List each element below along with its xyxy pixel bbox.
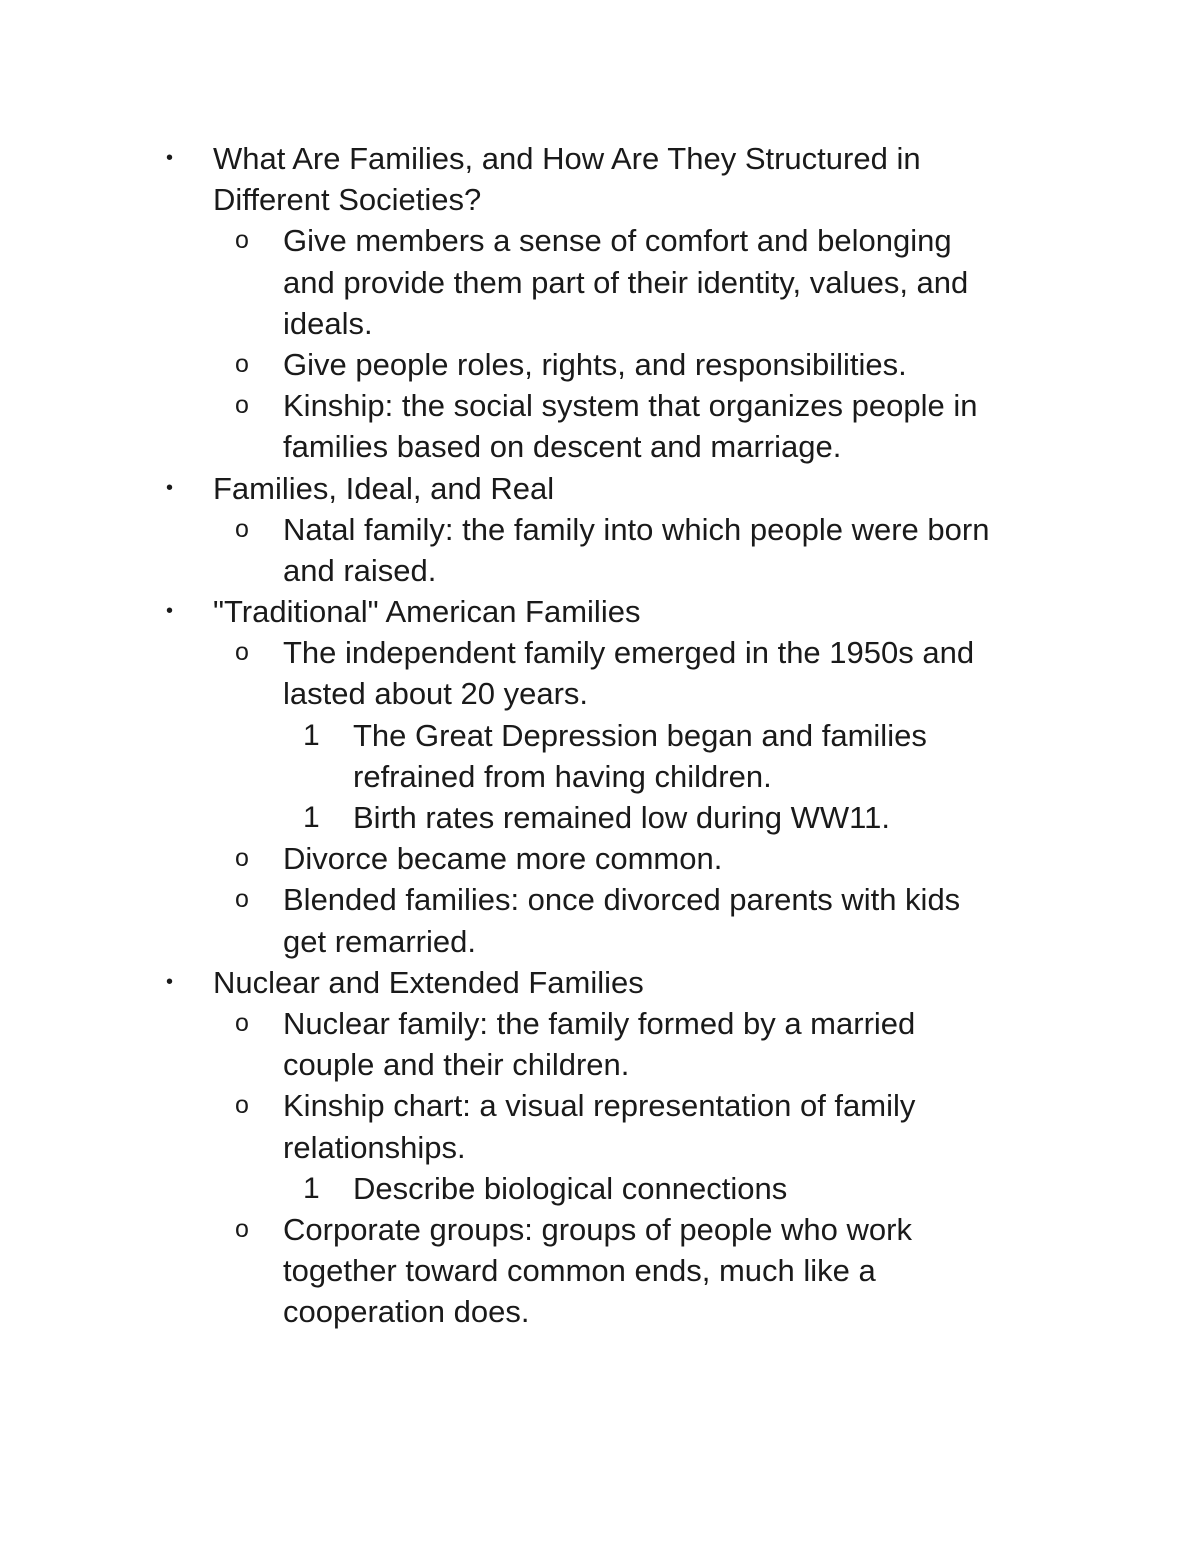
outline-line bbox=[0, 756, 1200, 797]
sub-bullet-marker: o bbox=[235, 1214, 249, 1243]
numbered-marker: 1 bbox=[303, 1171, 320, 1205]
outline-text: Kinship: the social system that organizes people in bbox=[283, 388, 978, 424]
outline-text: families based on descent and marriage. bbox=[283, 429, 842, 465]
outline-text: Families, Ideal, and Real bbox=[213, 470, 555, 506]
outline-text: The Great Depression began and families bbox=[353, 717, 927, 753]
outline-text: get remarried. bbox=[283, 923, 476, 959]
outline-line bbox=[0, 385, 1200, 426]
bullet-marker: • bbox=[166, 970, 174, 993]
sub-bullet-marker: o bbox=[235, 844, 249, 873]
outline-line bbox=[0, 550, 1200, 591]
outline-text: and raised. bbox=[283, 552, 437, 588]
outline-line bbox=[0, 468, 1200, 509]
numbered-marker: 1 bbox=[303, 801, 320, 834]
outline-line bbox=[0, 179, 1200, 220]
outline-line bbox=[0, 1168, 1200, 1209]
outline-text: couple and their children. bbox=[283, 1047, 630, 1083]
sub-bullet-marker: o bbox=[235, 226, 249, 255]
outline-text: Different Societies? bbox=[213, 182, 482, 218]
outline-line bbox=[0, 303, 1200, 344]
outline-line bbox=[0, 1003, 1200, 1044]
outline-line bbox=[0, 220, 1200, 261]
sub-bullet-marker: o bbox=[235, 1091, 249, 1120]
outline-text: Give members a sense of comfort and belonging bbox=[283, 223, 952, 259]
outline-text: Blended families: once divorced parents with kids bbox=[283, 882, 961, 918]
sub-bullet-marker: o bbox=[235, 514, 249, 543]
numbered-marker: 1 bbox=[303, 718, 320, 752]
outline-text: Birth rates remained low during WW11. bbox=[353, 800, 890, 835]
outline-line bbox=[0, 879, 1200, 920]
outline-text: ideals. bbox=[283, 305, 373, 341]
outline-line bbox=[0, 673, 1200, 714]
outline-text: refrained from having children. bbox=[353, 758, 772, 794]
outline-text: and provide them part of their identity, values, and bbox=[283, 264, 969, 300]
outline-text: Describe biological connections bbox=[353, 1170, 788, 1206]
outline-text: relationships. bbox=[283, 1129, 466, 1165]
outline-text: Give people roles, rights, and responsibilities. bbox=[283, 346, 907, 382]
outline-line bbox=[0, 1250, 1200, 1291]
outline-line bbox=[0, 797, 1200, 838]
outline-line bbox=[0, 138, 1200, 179]
outline-text: Divorce became more common. bbox=[283, 841, 723, 877]
bullet-marker: • bbox=[166, 600, 174, 623]
outline-text: Natal family: the family into which people were born bbox=[283, 511, 990, 547]
outline-line bbox=[0, 1209, 1200, 1250]
outline-line bbox=[0, 1127, 1200, 1168]
outline-line bbox=[0, 1291, 1200, 1332]
outline-text: What Are Families, and How Are They Structured in bbox=[213, 141, 921, 176]
notes-outline bbox=[0, 138, 1200, 1332]
outline-text: Kinship chart: a visual representation of family bbox=[283, 1088, 916, 1124]
bullet-marker: • bbox=[166, 147, 174, 169]
sub-bullet-marker: o bbox=[235, 1008, 249, 1037]
outline-text: Nuclear and Extended Families bbox=[213, 964, 644, 1000]
outline-line bbox=[0, 1044, 1200, 1085]
outline-line bbox=[0, 262, 1200, 303]
outline-line bbox=[0, 632, 1200, 673]
bullet-marker: • bbox=[166, 476, 174, 499]
outline-line bbox=[0, 921, 1200, 962]
outline-line bbox=[0, 962, 1200, 1003]
outline-line bbox=[0, 426, 1200, 467]
outline-text: "Traditional" American Families bbox=[213, 594, 641, 630]
outline-line bbox=[0, 715, 1200, 756]
outline-line bbox=[0, 1085, 1200, 1126]
outline-text: together toward common ends, much like a bbox=[283, 1253, 876, 1289]
sub-bullet-marker: o bbox=[235, 638, 249, 667]
outline-line bbox=[0, 591, 1200, 632]
sub-bullet-marker: o bbox=[235, 349, 249, 378]
outline-text: The independent family emerged in the 1950s and bbox=[283, 635, 975, 671]
outline-text: cooperation does. bbox=[283, 1294, 530, 1330]
outline-text: Corporate groups: groups of people who work bbox=[283, 1211, 912, 1247]
sub-bullet-marker: o bbox=[235, 885, 249, 914]
sub-bullet-marker: o bbox=[235, 391, 249, 420]
outline-text: Nuclear family: the family formed by a married bbox=[283, 1005, 916, 1041]
outline-line bbox=[0, 509, 1200, 550]
outline-line bbox=[0, 344, 1200, 385]
outline-line bbox=[0, 838, 1200, 879]
outline-text: lasted about 20 years. bbox=[283, 676, 589, 712]
